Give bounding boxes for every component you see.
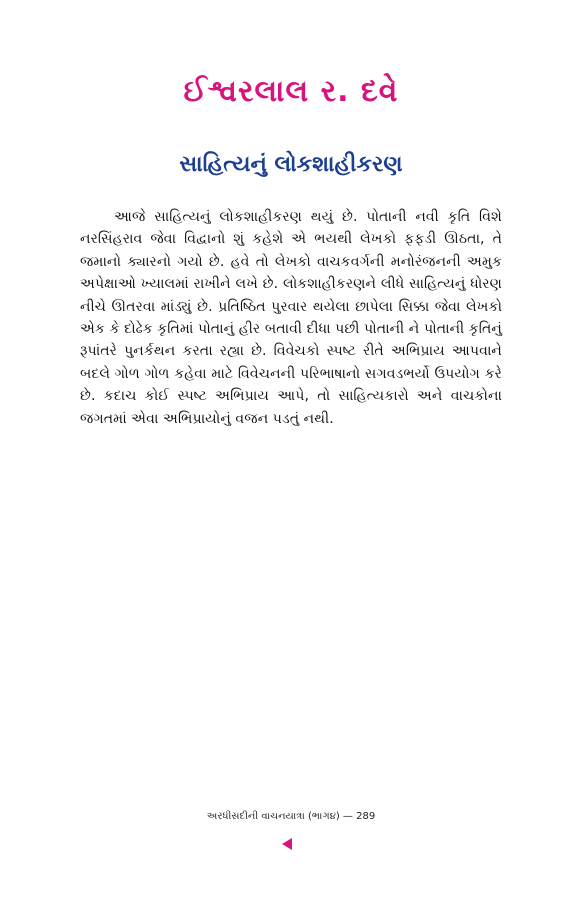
previous-page-arrow-icon[interactable]	[282, 838, 292, 850]
footer-separator: —	[342, 811, 353, 822]
article-body: આજે સાહિત્યનું લોકશાહીકરણ થયું છે. પોતાની નવી કૃતિ વિશે નરસિંહરાવ જેવા વિદ્વાનો શું કહેશે એ ભયથી લેખકો ફફડી ઊઠતા, તે જમાનો ક્યારનો ગયો છે. હવે તો લેખકો વાચકવર્ગની મનોરંજનની અમુક અપેક્ષાઓ ખ્યાલમાં રાખીને લખે છે. લોકશાહીકરણને લીધે સાહિત્યનું ધોરણ નીચે ઊતરવા માંડ્યું છે. પ્રતિષ્ઠિત પુરવાર થયેલા છાપેલા સિક્કા જેવા લેખકો એક કે દોઢેક કૃતિમાં પોતાનું હીર બતાવી દીધા પછી પોતાની ને પોતાની કૃતિનું રૂપાંતરે પુનર્કથન કરતા રહ્યા છે. વિવેચકો સ્પષ્ટ રીતે અભિપ્રાય આપવાને બદલે ગોળ ગોળ કહેવા માટે વિવેચનની પરિભાષાનો સગવડભર્યો ઉપયોગ કરે છે. કદાચ કોઈ સ્પષ્ટ અભિપ્રાય આપે, તો સાહિત્યકારો અને વાચકોના જગતમાં એવા અભિપ્રાયોનું વજન પડતું નથી.	[80, 209, 502, 427]
page-footer	[0, 811, 582, 822]
page-number: 289	[356, 811, 376, 822]
article-title: સાહિત્યનું લોકશાહીકરણ	[179, 152, 403, 177]
author-name: ઈશ્વરલાલ ર. દવે	[183, 74, 399, 109]
footer-book-title: અરધીસદીની વાચનયાત્રા (ભાગ૪)	[206, 811, 340, 822]
